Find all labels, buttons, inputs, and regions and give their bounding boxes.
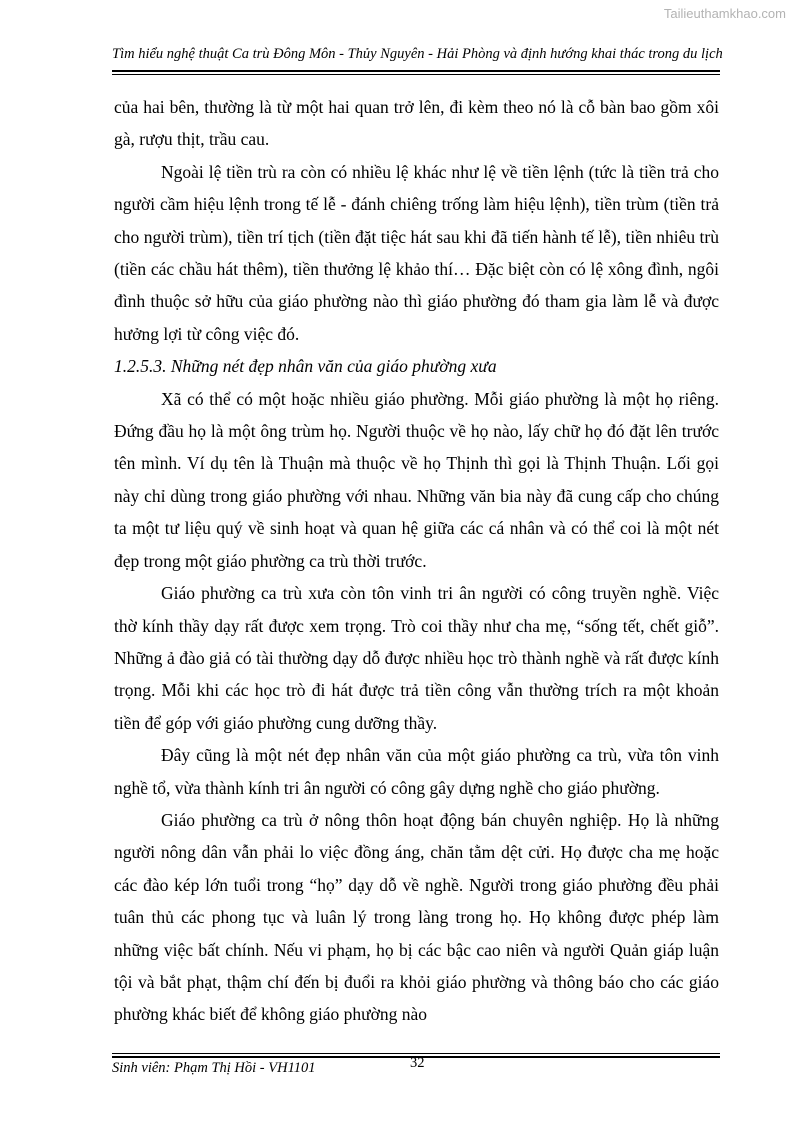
section-heading: 1.2.5.3. Những nét đẹp nhân văn của giáo phường xưa <box>114 356 497 377</box>
watermark: Tailieuthamkhao.com <box>663 6 786 21</box>
paragraph: Đây cũng là một nét đẹp nhân văn của một giáo phường ca trù, vừa tôn vinh nghề tổ, vừa thành kính tri ân người có công gây dựng nghề cho giáo phường. <box>114 745 719 798</box>
paragraph: Xã có thể có một hoặc nhiều giáo phường. Mỗi giáo phường là một họ riêng. Đứng đầu họ là một ông trùm họ. Người thuộc về họ nào, lấy chữ họ đó đặt lên trước tên mình. Ví dụ tên là Thuận mà thuộc về họ Thịnh thì gọi là Thịnh Thuận. Lối gọi này chỉ dùng trong giáo phường với nhau. Những văn bia này đã cung cấp cho chúng ta một tư liệu quý về sinh hoạt và quan hệ giữa các cá nhân và có thể coi là một nét đẹp trong một giáo phường ca trù thời trước. <box>114 388 719 571</box>
paragraph: Giáo phường ca trù xưa còn tôn vinh tri ân người có công truyền nghề. Việc thờ kính thầy dạy rất được xem trọng. Trò coi thầy như cha mẹ, “sống tết, chết giỗ”. Những ả đào giả có tài thường dạy dỗ được nhiều học trò thành nghề và rất được kính trọng. Mỗi khi các học trò đi hát được trả tiền công vẫn thường trích ra một khoản tiền để góp với giáo phường cung dưỡng thầy. <box>114 583 719 733</box>
running-header: Tìm hiểu nghệ thuật Ca trù Đông Môn - Thủy Nguyên - Hải Phòng và định hướng khai thác trong du lịch <box>112 46 723 62</box>
paragraph: Ngoài lệ tiền trù ra còn có nhiều lệ khác như lệ về tiền lệnh (tức là tiền trả cho người cầm hiệu lệnh trong tế lễ - đánh chiêng trống làm hiệu lệnh), tiền trùm (tiền trả cho người trùm), tiền trí tịch (tiền đặt tiệc hát sau khi đã tiến hành tế lễ), tiền nhiêu trù (tiền các chầu hát thêm), tiền thưởng lệ khảo thí… Đặc biệt còn có lệ xông đình, ngôi đình thuộc sở hữu của giáo phường nào thì giáo phường đó tham gia làm lễ và được hưởng lợi từ công việc đó. <box>114 161 719 344</box>
footer-student: Sinh viên: Phạm Thị Hồi - VH1101 <box>112 1060 316 1076</box>
paragraph: Giáo phường ca trù ở nông thôn hoạt động bán chuyên nghiệp. Họ là những người nông dân vẫn phải lo việc đồng áng, chăn tằm dệt cửi. Họ được cha mẹ hoặc các đào kép lớn tuổi trong “họ” dạy dỗ về nghề. Người trong giáo phường đều phải tuân thủ các phong tục và luân lý trong làng trong họ. Họ không được phép làm những việc bất chính. Nếu vi phạm, họ bị các bậc cao niên và người Quản giáp luận tội và bắt phạt, thậm chí đến bị đuổi ra khỏi giáo phường và thông báo cho các giáo phường khác biết để không giáo phường nào <box>114 809 719 1025</box>
page-body <box>114 91 719 1031</box>
paragraph: của hai bên, thường là từ một hai quan trở lên, đi kèm theo nó là cỗ bàn bao gồm xôi gà, rượu thịt, trầu cau. <box>114 97 719 150</box>
page-number: 32 <box>410 1055 425 1071</box>
header-divider <box>112 70 720 75</box>
